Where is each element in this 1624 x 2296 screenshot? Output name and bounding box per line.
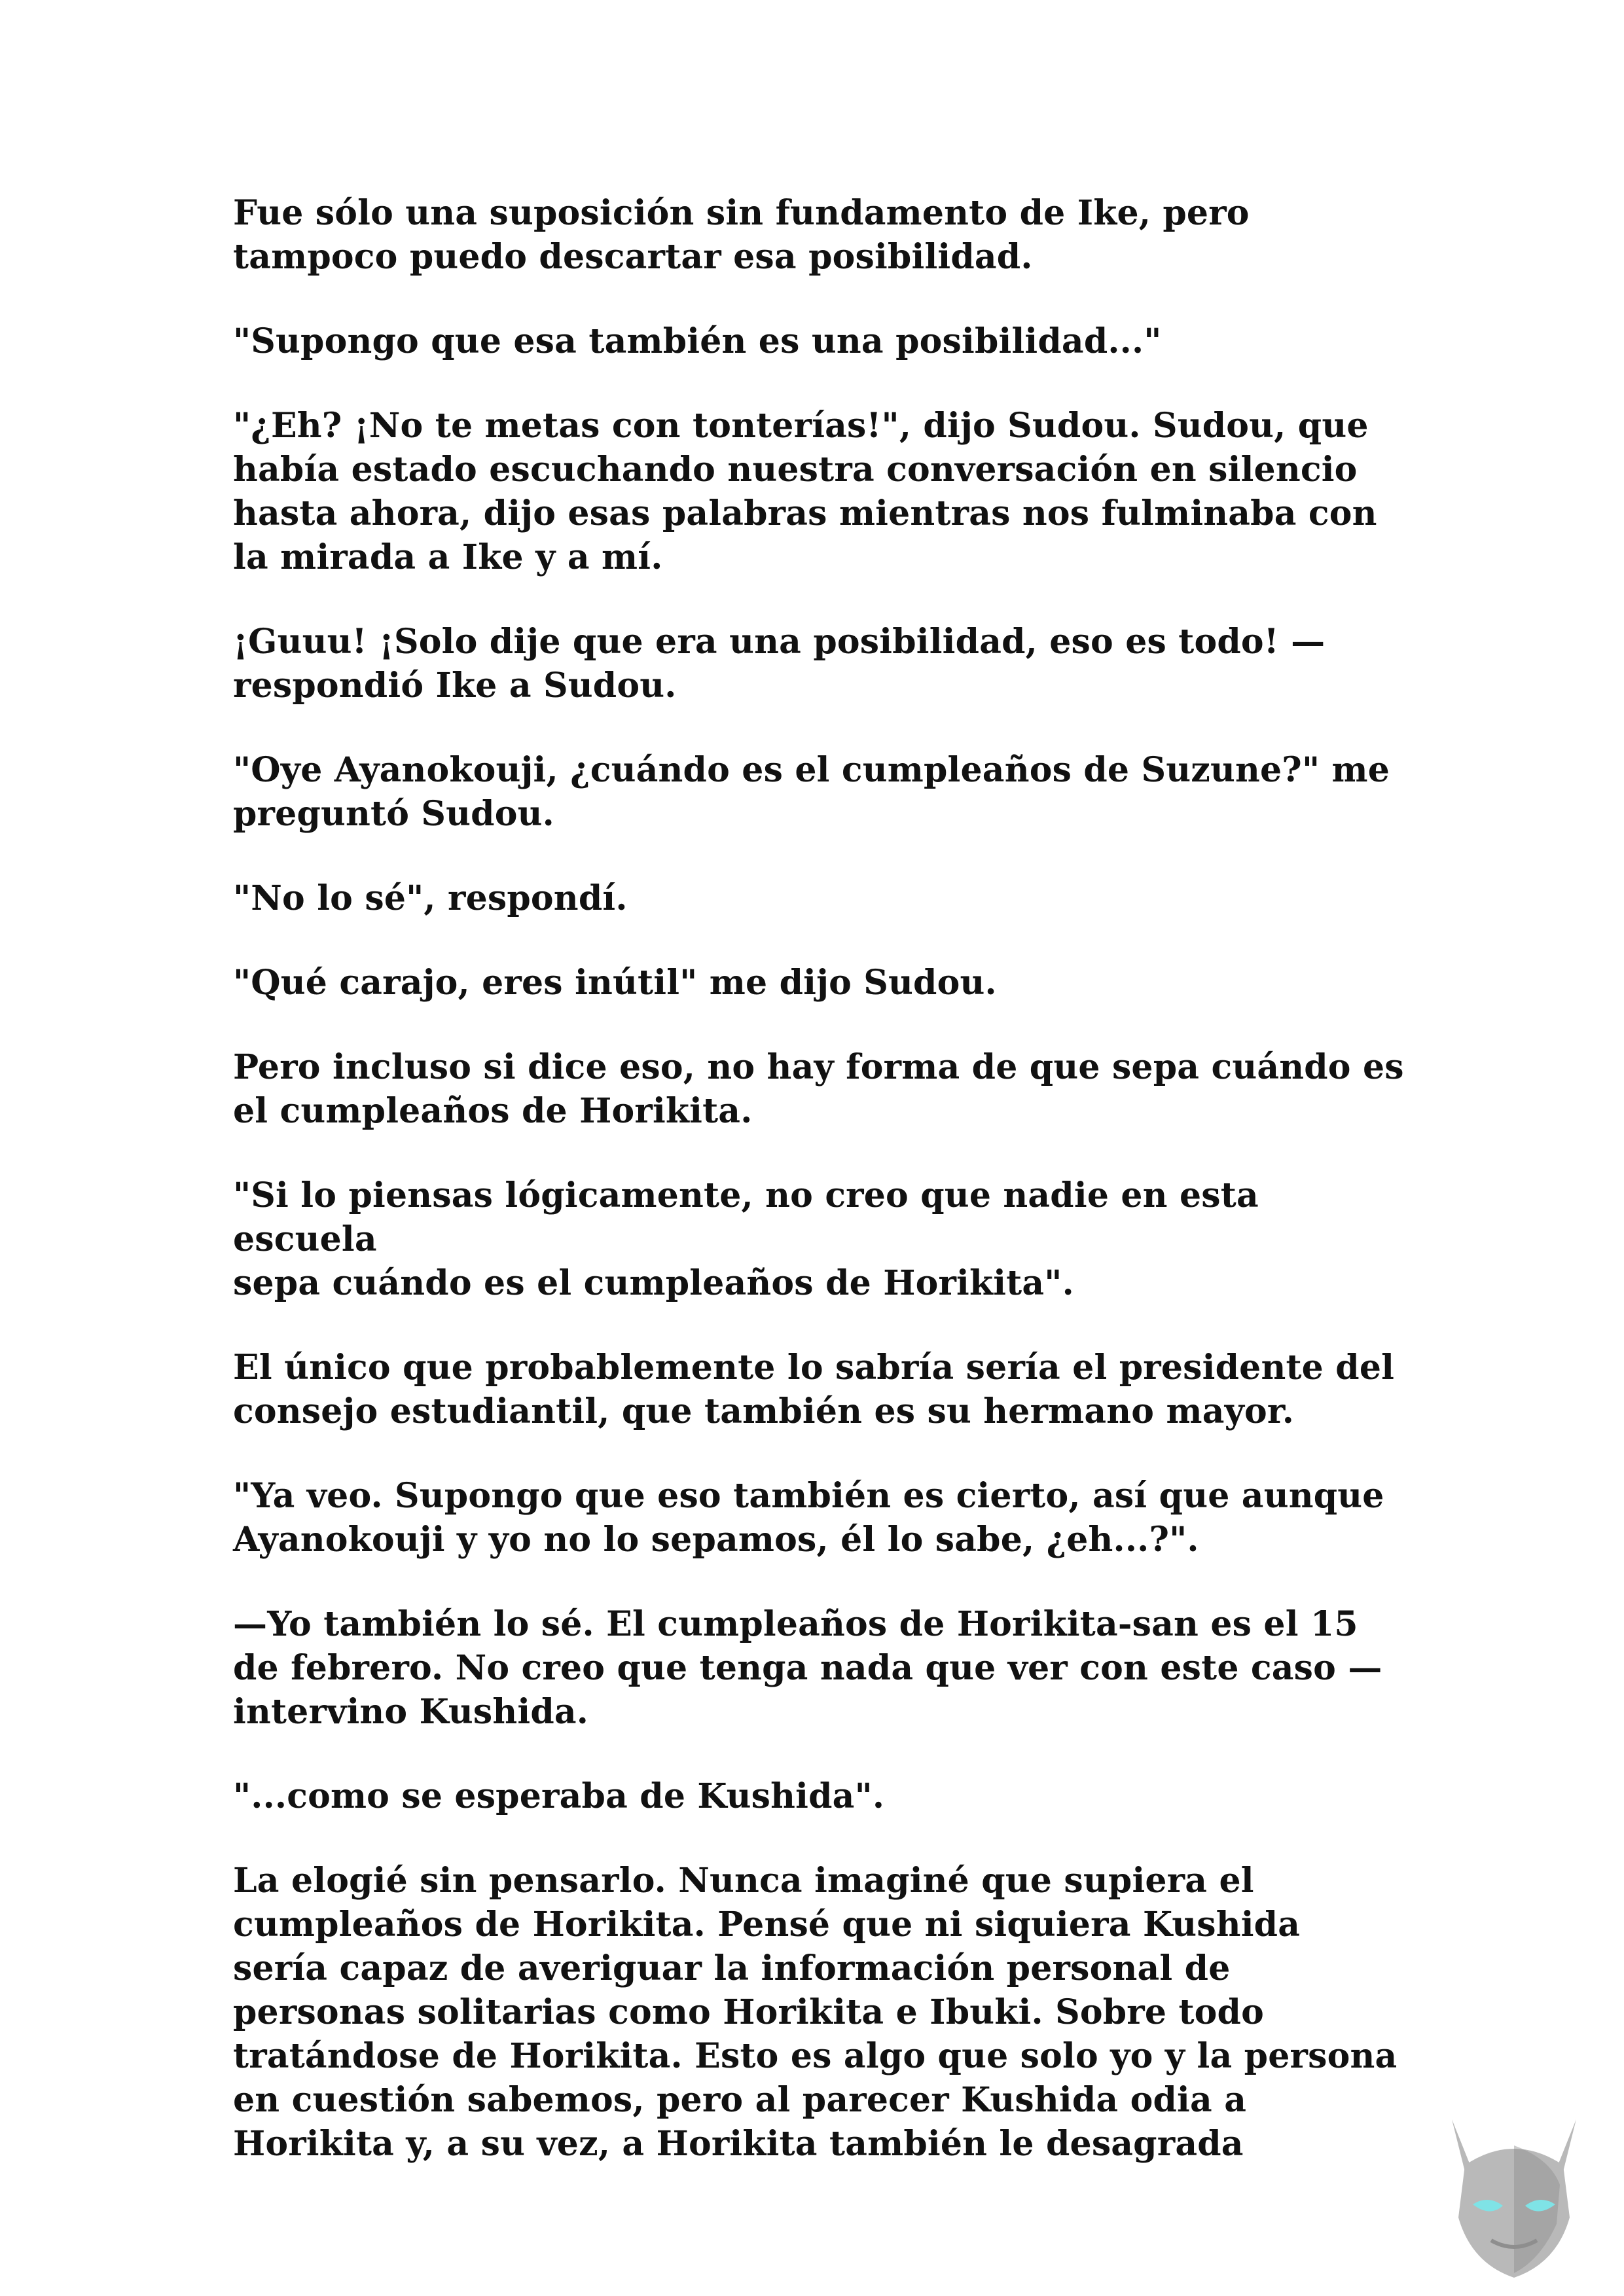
paragraph: "¿Eh? ¡No te metas con tonterías!", dijo Sudou. Sudou, que había estado escuchando nuestra conversación en silencio hasta ahora, dijo esas palabras mientras nos fulminaba con la mirada a Ike y a mí. xyxy=(233,406,1377,577)
paragraph: "Qué carajo, eres inútil" me dijo Sudou. xyxy=(233,963,997,1003)
demon-head-icon xyxy=(1426,2106,1602,2283)
paragraph: El único que probablemente lo sabría sería el presidente del consejo estudiantil, que también es su hermano mayor. xyxy=(233,1348,1395,1431)
paragraph: Pero incluso si dice eso, no hay forma de que sepa cuándo es el cumpleaños de Horikita. xyxy=(233,1047,1404,1131)
paragraph: —Yo también lo sé. El cumpleaños de Horikita-san es el 15 de febrero. No creo que tenga nada que ver con este caso — intervino Kushida. xyxy=(233,1604,1382,1732)
paragraph: ¡Guuu! ¡Solo dije que era una posibilidad, eso es todo! — respondió Ike a Sudou. xyxy=(233,622,1326,706)
logo-head xyxy=(1452,2119,1576,2278)
paragraph: La elogié sin pensarlo. Nunca imaginé que supiera el cumpleaños de Horikita. Pensé que ni siquiera Kushida sería capaz de averiguar la información personal de personas solitarias como Horikita e Ibuki. Sobre todo tratándose de Horikita. Esto es algo que solo yo y la persona en cuestión sabemos, pero al parecer Kushida odia a Horikita y, a su vez, a Horikita también le desagrada xyxy=(233,1861,1398,2164)
paragraph: "Oye Ayanokouji, ¿cuándo es el cumpleaños de Suzune?" me preguntó Sudou. xyxy=(233,750,1390,834)
paragraph: "No lo sé", respondí. xyxy=(233,878,628,918)
paragraph: "Supongo que esa también es una posibilidad..." xyxy=(233,321,1162,361)
text-body xyxy=(233,191,1411,2206)
paragraph: Fue sólo una suposición sin fundamento de Ike, pero tampoco puedo descartar esa posibilidad. xyxy=(233,193,1250,277)
paragraph: "...como se esperaba de Kushida". xyxy=(233,1776,885,1816)
paragraph: "Si lo piensas lógicamente, no creo que nadie en esta escuela sepa cuándo es el cumpleaños de Horikita". xyxy=(233,1175,1259,1303)
paragraph: "Ya veo. Supongo que eso también es cierto, así que aunque Ayanokouji y yo no lo sepamos, él lo sabe, ¿eh...?". xyxy=(233,1476,1384,1560)
